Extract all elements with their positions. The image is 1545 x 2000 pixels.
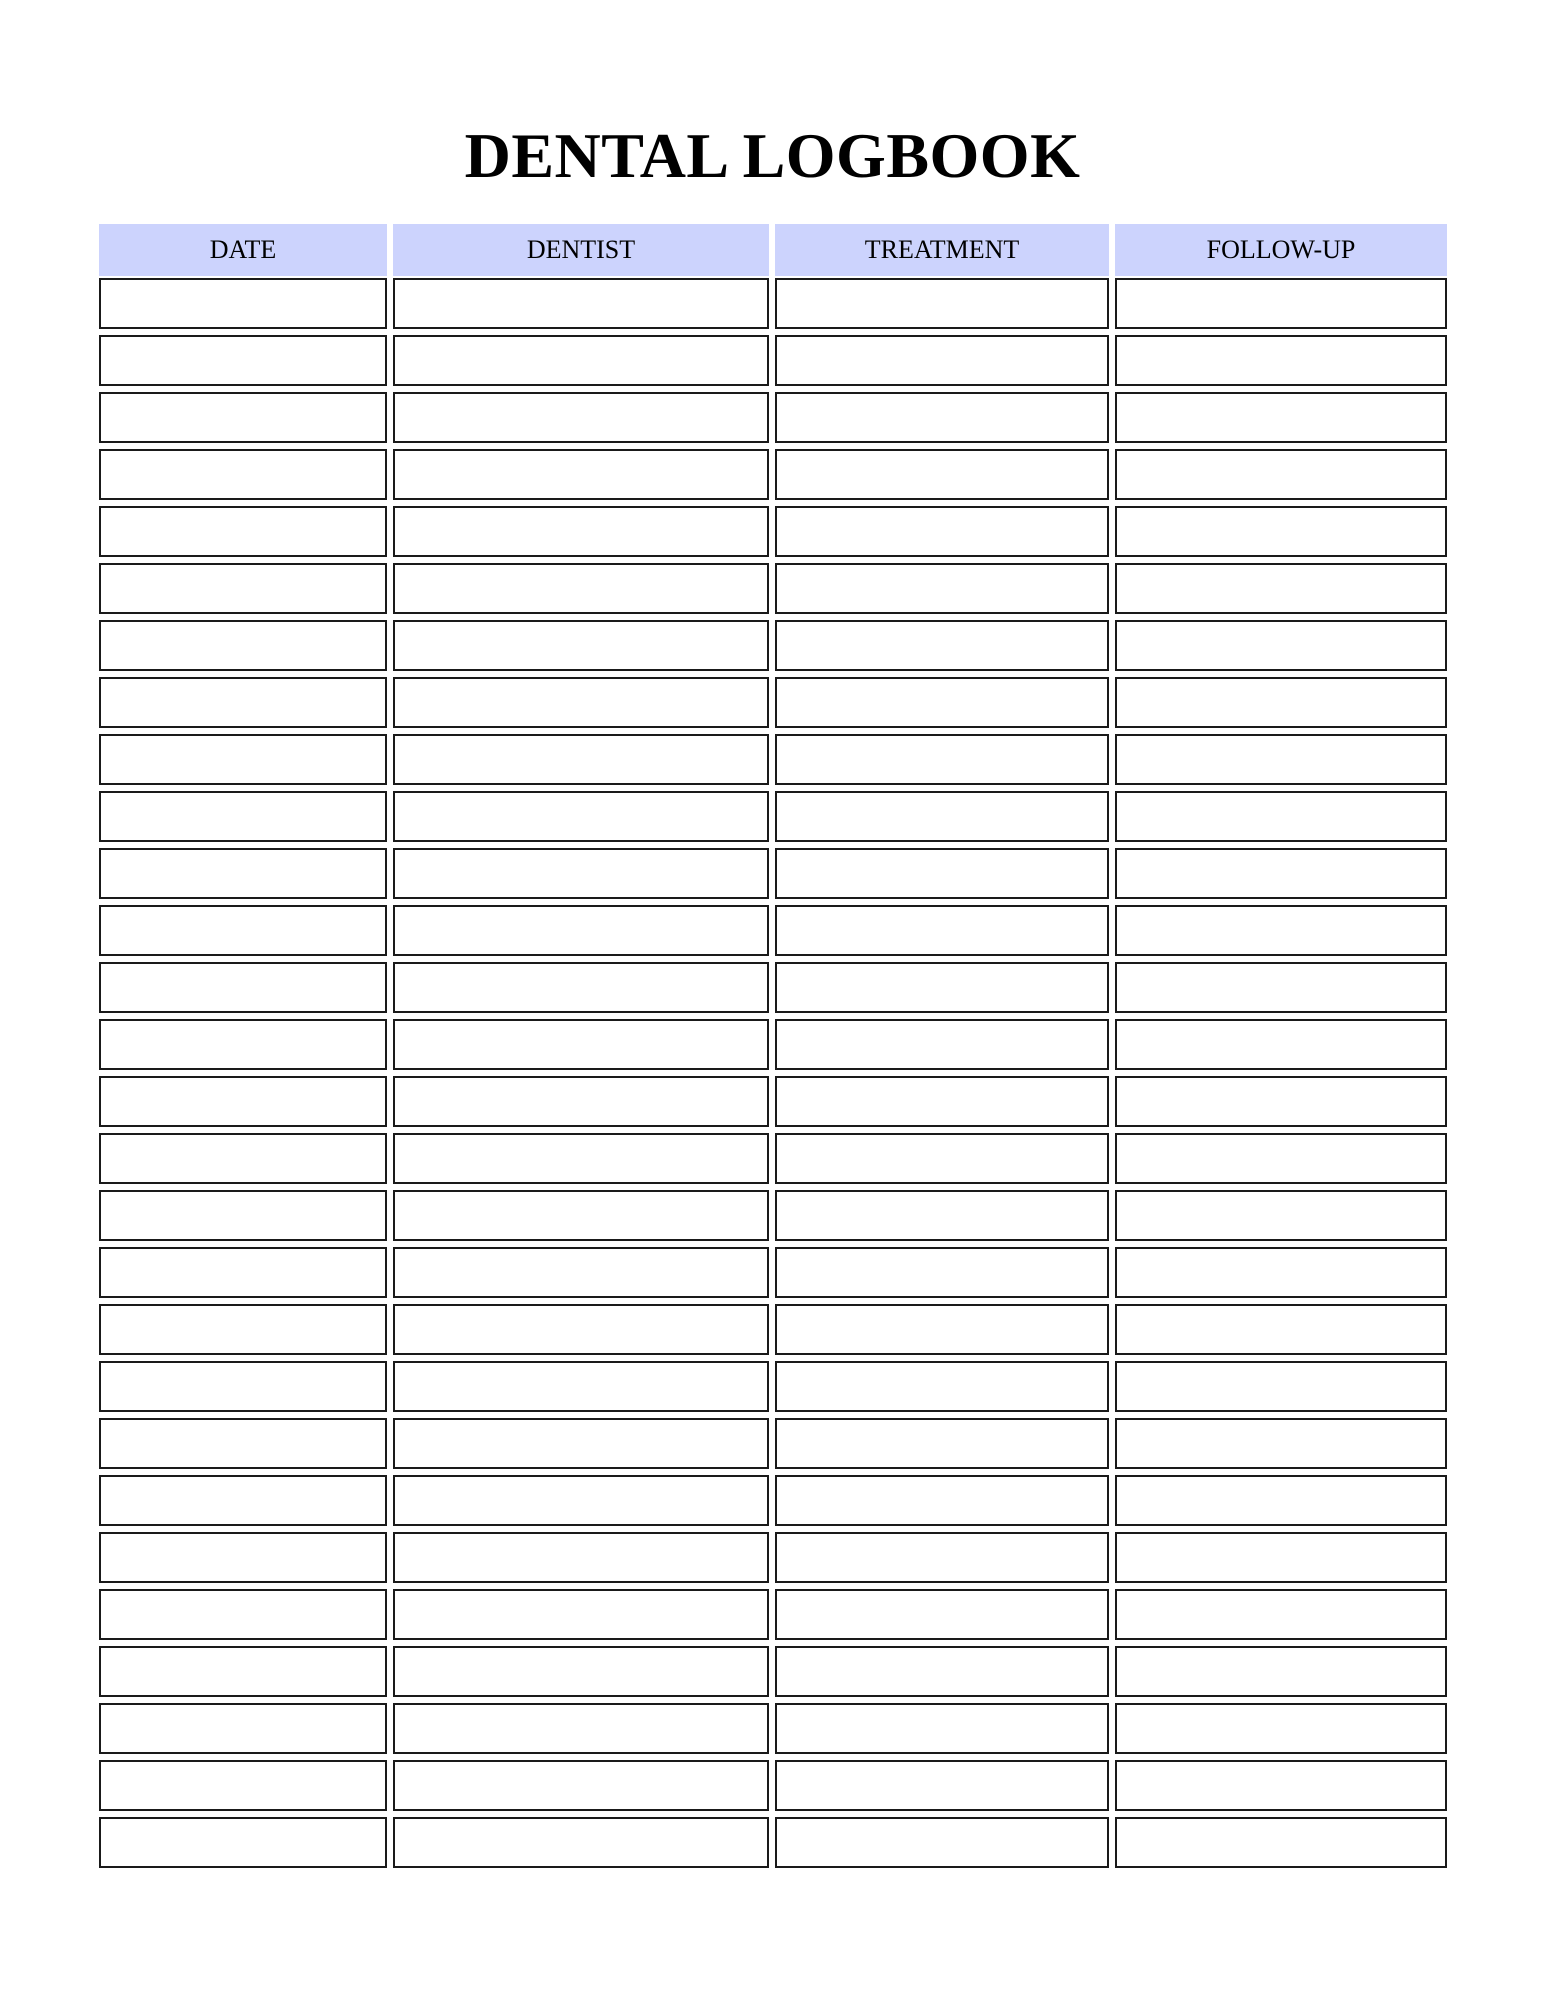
- table-cell-dentist[interactable]: [393, 962, 769, 1013]
- table-cell-follow-up[interactable]: [1115, 449, 1447, 500]
- table-cell-treatment[interactable]: [775, 962, 1109, 1013]
- table-cell-dentist[interactable]: [393, 1076, 769, 1127]
- table-cell-dentist[interactable]: [393, 791, 769, 842]
- table-cell-dentist[interactable]: [393, 1019, 769, 1070]
- table-cell-date[interactable]: [99, 1418, 387, 1469]
- table-cell-follow-up[interactable]: [1115, 335, 1447, 386]
- table-cell-date[interactable]: [99, 1361, 387, 1412]
- table-cell-follow-up[interactable]: [1115, 1304, 1447, 1355]
- table-cell-date[interactable]: [99, 1532, 387, 1583]
- table-cell-treatment[interactable]: [775, 1361, 1109, 1412]
- table-cell-follow-up[interactable]: [1115, 1703, 1447, 1754]
- table-cell-date[interactable]: [99, 449, 387, 500]
- table-cell-date[interactable]: [99, 392, 387, 443]
- table-cell-date[interactable]: [99, 335, 387, 386]
- table-cell-date[interactable]: [99, 1247, 387, 1298]
- logbook-table: [99, 224, 1447, 1874]
- table-cell-date[interactable]: [99, 620, 387, 671]
- table-cell-date[interactable]: [99, 962, 387, 1013]
- table-cell-treatment[interactable]: [775, 449, 1109, 500]
- table-cell-treatment[interactable]: [775, 563, 1109, 614]
- table-cell-follow-up[interactable]: [1115, 1475, 1447, 1526]
- table-cell-treatment[interactable]: [775, 1076, 1109, 1127]
- table-cell-follow-up[interactable]: [1115, 848, 1447, 899]
- table-cell-dentist[interactable]: [393, 1361, 769, 1412]
- table-cell-dentist[interactable]: [393, 278, 769, 329]
- table-cell-date[interactable]: [99, 734, 387, 785]
- table-cell-treatment[interactable]: [775, 1475, 1109, 1526]
- table-cell-treatment[interactable]: [775, 1304, 1109, 1355]
- table-cell-date[interactable]: [99, 1019, 387, 1070]
- table-cell-dentist[interactable]: [393, 1304, 769, 1355]
- table-cell-treatment[interactable]: [775, 278, 1109, 329]
- table-cell-dentist[interactable]: [393, 620, 769, 671]
- table-cell-dentist[interactable]: [393, 392, 769, 443]
- page-title: DENTAL LOGBOOK: [464, 120, 1081, 191]
- table-cell-date[interactable]: [99, 677, 387, 728]
- table-cell-follow-up[interactable]: [1115, 1361, 1447, 1412]
- table-cell-follow-up[interactable]: [1115, 1019, 1447, 1070]
- table-cell-date[interactable]: [99, 1133, 387, 1184]
- table-cell-date[interactable]: [99, 791, 387, 842]
- table-cell-date[interactable]: [99, 506, 387, 557]
- table-cell-dentist[interactable]: [393, 1646, 769, 1697]
- table-cell-treatment[interactable]: [775, 1019, 1109, 1070]
- table-cell-treatment[interactable]: [775, 791, 1109, 842]
- table-cell-dentist[interactable]: [393, 1817, 769, 1868]
- column-header-follow-up: FOLLOW-UP: [1115, 224, 1447, 276]
- table-cell-follow-up[interactable]: [1115, 962, 1447, 1013]
- table-cell-date[interactable]: [99, 278, 387, 329]
- table-cell-treatment[interactable]: [775, 734, 1109, 785]
- table-cell-date[interactable]: [99, 1304, 387, 1355]
- table-cell-treatment[interactable]: [775, 506, 1109, 557]
- table-cell-treatment[interactable]: [775, 335, 1109, 386]
- table-cell-date[interactable]: [99, 1646, 387, 1697]
- table-cell-follow-up[interactable]: [1115, 905, 1447, 956]
- table-cell-date[interactable]: [99, 1475, 387, 1526]
- table-cell-treatment[interactable]: [775, 1589, 1109, 1640]
- table-cell-follow-up[interactable]: [1115, 1646, 1447, 1697]
- column-header-dentist: DENTIST: [393, 224, 769, 276]
- table-cell-date[interactable]: [99, 1589, 387, 1640]
- table-cell-treatment[interactable]: [775, 848, 1109, 899]
- table-cell-dentist[interactable]: [393, 905, 769, 956]
- table-cell-follow-up[interactable]: [1115, 677, 1447, 728]
- table-cell-date[interactable]: [99, 1760, 387, 1811]
- table-cell-dentist[interactable]: [393, 563, 769, 614]
- column-header-treatment: TREATMENT: [775, 224, 1109, 276]
- table-cell-follow-up[interactable]: [1115, 1418, 1447, 1469]
- table-cell-follow-up[interactable]: [1115, 620, 1447, 671]
- table-cell-date[interactable]: [99, 1703, 387, 1754]
- table-cell-treatment[interactable]: [775, 1532, 1109, 1583]
- table-cell-follow-up[interactable]: [1115, 791, 1447, 842]
- table-cell-date[interactable]: [99, 1076, 387, 1127]
- table-cell-treatment[interactable]: [775, 1703, 1109, 1754]
- table-cell-treatment[interactable]: [775, 1247, 1109, 1298]
- table-cell-follow-up[interactable]: [1115, 392, 1447, 443]
- table-cell-treatment[interactable]: [775, 1190, 1109, 1241]
- table-cell-treatment[interactable]: [775, 392, 1109, 443]
- table-cell-dentist[interactable]: [393, 1589, 769, 1640]
- table-cell-dentist[interactable]: [393, 1475, 769, 1526]
- table-cell-treatment[interactable]: [775, 1418, 1109, 1469]
- table-cell-follow-up[interactable]: [1115, 1133, 1447, 1184]
- table-cell-follow-up[interactable]: [1115, 1247, 1447, 1298]
- table-cell-date[interactable]: [99, 563, 387, 614]
- table-cell-treatment[interactable]: [775, 677, 1109, 728]
- table-cell-dentist[interactable]: [393, 506, 769, 557]
- table-cell-treatment[interactable]: [775, 1817, 1109, 1868]
- table-cell-follow-up[interactable]: [1115, 563, 1447, 614]
- table-cell-follow-up[interactable]: [1115, 1589, 1447, 1640]
- table-cell-follow-up[interactable]: [1115, 1760, 1447, 1811]
- table-cell-follow-up[interactable]: [1115, 734, 1447, 785]
- table-cell-treatment[interactable]: [775, 905, 1109, 956]
- table-cell-follow-up[interactable]: [1115, 278, 1447, 329]
- table-cell-dentist[interactable]: [393, 1703, 769, 1754]
- table-cell-treatment[interactable]: [775, 1133, 1109, 1184]
- table-cell-follow-up[interactable]: [1115, 1817, 1447, 1868]
- table-cell-dentist[interactable]: [393, 1418, 769, 1469]
- table-cell-date[interactable]: [99, 848, 387, 899]
- table-cell-dentist[interactable]: [393, 1133, 769, 1184]
- table-cell-dentist[interactable]: [393, 1190, 769, 1241]
- table-cell-date[interactable]: [99, 1190, 387, 1241]
- table-cell-treatment[interactable]: [775, 1760, 1109, 1811]
- table-cell-follow-up[interactable]: [1115, 506, 1447, 557]
- table-cell-dentist[interactable]: [393, 335, 769, 386]
- table-cell-date[interactable]: [99, 1817, 387, 1868]
- table-cell-date[interactable]: [99, 905, 387, 956]
- table-cell-dentist[interactable]: [393, 848, 769, 899]
- table-cell-dentist[interactable]: [393, 734, 769, 785]
- table-cell-dentist[interactable]: [393, 1760, 769, 1811]
- table-cell-dentist[interactable]: [393, 449, 769, 500]
- table-cell-treatment[interactable]: [775, 620, 1109, 671]
- table-cell-follow-up[interactable]: [1115, 1532, 1447, 1583]
- table-cell-follow-up[interactable]: [1115, 1190, 1447, 1241]
- column-header-date: DATE: [99, 224, 387, 276]
- table-cell-follow-up[interactable]: [1115, 1076, 1447, 1127]
- table-cell-dentist[interactable]: [393, 677, 769, 728]
- table-cell-dentist[interactable]: [393, 1247, 769, 1298]
- table-cell-treatment[interactable]: [775, 1646, 1109, 1697]
- table-cell-dentist[interactable]: [393, 1532, 769, 1583]
